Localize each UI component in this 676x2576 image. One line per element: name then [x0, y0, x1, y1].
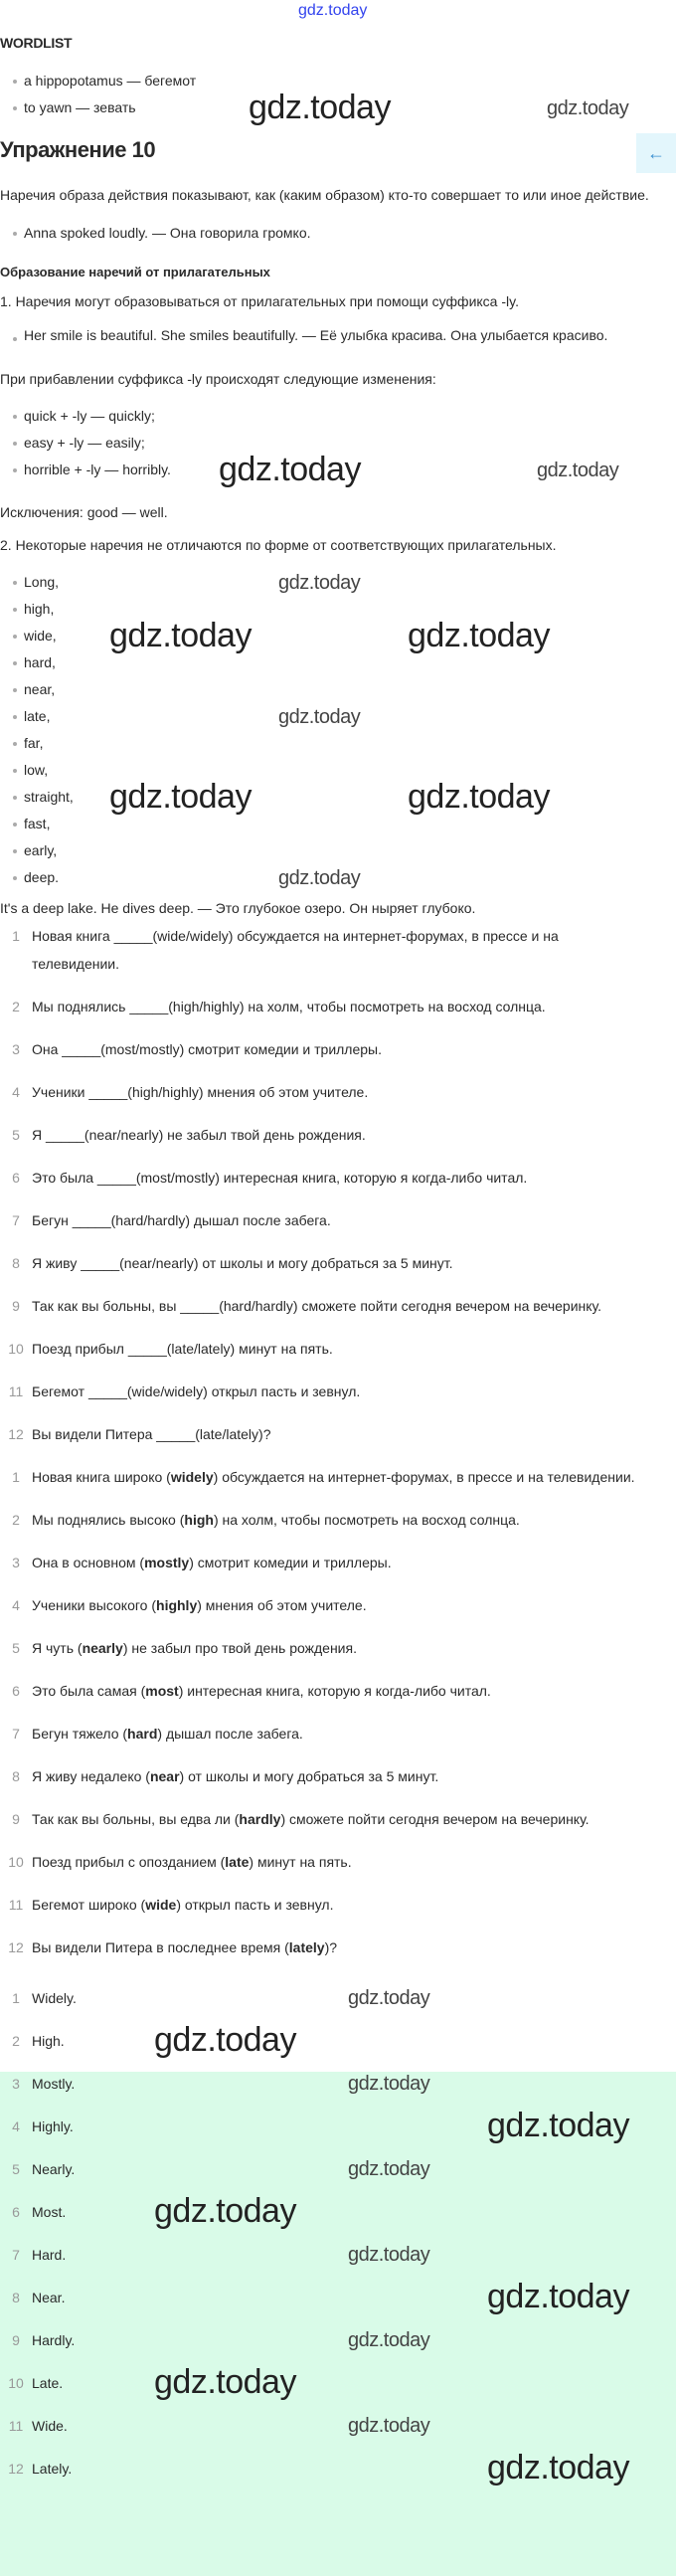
watermark: gdz.today [278, 706, 361, 728]
exercise-row [0, 1121, 656, 1164]
watermark: gdz.today [348, 2329, 430, 2351]
exercise-row [0, 1848, 656, 1891]
item-number: 5 [12, 2161, 20, 2177]
short-answer: Lately. [32, 2461, 73, 2477]
exercise-row [0, 2107, 656, 2155]
item-number: 9 [12, 2332, 20, 2348]
item-number: 11 [8, 2418, 24, 2434]
item-number: 12 [8, 1939, 24, 1955]
answer-pre: Вы видели Питера в последнее время ( [32, 1939, 289, 1955]
list-item: Long, gdz.today [0, 569, 656, 596]
answer-post: ) дышал после забега. [157, 1726, 303, 1742]
exceptions: Исключения: good — well. [0, 504, 168, 520]
exercise-row [0, 1035, 656, 1078]
question-text: Так как вы больны, вы _____(hard/hardly) сможете пойти сегодня вечером на вечеринку. [32, 1298, 602, 1314]
item-number: 7 [12, 1726, 20, 1742]
answer-pre: Бегемот широко ( [32, 1897, 146, 1913]
watermark: gdz.today [487, 2107, 629, 2144]
exercise-row [0, 1984, 656, 2027]
exercise-row [0, 1292, 656, 1335]
answer-word: wide [145, 1897, 177, 1913]
list-item: wide, gdz.today gdz.today [0, 623, 656, 649]
exercise-row [0, 2278, 656, 2326]
list-item: Anna spoked loudly. — Она говорила громко. [0, 220, 656, 247]
exercise-row [0, 922, 656, 993]
answer-pre: Так как вы больны, вы едва ли ( [32, 1811, 240, 1827]
watermark: gdz.today [487, 2449, 629, 2486]
list-item: near, [0, 676, 656, 703]
item-number: 1 [12, 928, 20, 944]
exercise-row [0, 2363, 656, 2412]
question-text: Ученики _____(high/highly) мнения об этом учителе. [32, 1084, 369, 1100]
answer-post: ) от школы и могу добраться за 5 минут. [179, 1768, 439, 1784]
answer-post: ) смотрит комедии и триллеры. [189, 1555, 392, 1570]
question-text: Новая книга _____(wide/widely) обсуждается на интернет-форумах, в прессе и на телевидении. [32, 928, 559, 972]
list-item: late, gdz.today [0, 703, 656, 730]
item-number: 3 [12, 1041, 20, 1057]
exercise-row [0, 2070, 656, 2113]
answer-pre: Я чуть ( [32, 1640, 83, 1656]
exercise-row [0, 1677, 656, 1720]
subheading: Образование наречий от прилагательных [0, 265, 270, 279]
item-number: 3 [12, 2076, 20, 2092]
item-number: 10 [8, 2375, 24, 2391]
answer-word: hard [127, 1726, 158, 1742]
answer-text [32, 1549, 656, 1576]
answer-post: ) минут на пять. [249, 1854, 352, 1870]
answer-pre: Ученики высокого ( [32, 1597, 157, 1613]
watermark: gdz.today [348, 2244, 430, 2266]
exercise-row [0, 2192, 656, 2241]
exercise-row [0, 1720, 656, 1762]
short-answer: Hardly. [32, 2332, 76, 2348]
wordlist [0, 68, 676, 126]
exercise-row [0, 2241, 656, 2284]
answer-post: ) на холм, чтобы посмотреть на восход солнца. [213, 1512, 520, 1528]
item-number: 2 [12, 2033, 20, 2049]
watermark: gdz.today [278, 572, 361, 594]
item-number: 4 [12, 1597, 20, 1613]
answer-text [32, 1506, 656, 1534]
answer-text [32, 1634, 656, 1662]
answer-text [32, 1933, 656, 1961]
exercise-row [0, 1549, 656, 1591]
rule-1: 1. Наречия могут образовываться от прилагательных при помощи суффикса -ly. [0, 293, 519, 309]
answer-text [32, 1805, 656, 1833]
list-item: Her smile is beautiful. She smiles beautifully. — Её улыбка красива. Она улыбается красиво. [0, 325, 656, 346]
item-number: 7 [12, 1212, 20, 1228]
watermark: gdz.today [109, 778, 252, 816]
answer-text [32, 1762, 656, 1790]
exercise-row [0, 1506, 656, 1549]
question-text: Бегун _____(hard/hardly) дышал после забега. [32, 1212, 331, 1228]
item-number: 9 [12, 1298, 20, 1314]
short-answer: High. [32, 2033, 65, 2049]
list-item: horrible + -ly — horribly. gdz.today gdz.today [0, 457, 656, 483]
exercise-row [0, 1933, 656, 1976]
exercise-row [0, 1762, 656, 1805]
questions-list [0, 922, 656, 1463]
item-number: 4 [12, 2118, 20, 2134]
watermark: gdz.today [408, 778, 550, 816]
list-item: a hippopotamus — бегемот [0, 68, 676, 94]
watermark: gdz.today [154, 2363, 296, 2401]
watermark: gdz.today [348, 2415, 430, 2437]
watermark: gdz.today [154, 2192, 296, 2230]
list-item: early, [0, 837, 656, 864]
watermark: gdz.today [219, 451, 361, 488]
watermark: gdz.today [278, 867, 361, 889]
arrow-left-icon: ← [647, 142, 665, 163]
item-number: 2 [12, 1512, 20, 1528]
short-answers-list [0, 1984, 656, 2497]
answer-text [32, 1591, 656, 1619]
short-answer: Mostly. [32, 2076, 76, 2092]
answer-word: highly [156, 1597, 198, 1613]
item-number: 5 [12, 1640, 20, 1656]
short-answer: Highly. [32, 2118, 74, 2134]
watermark: gdz.today [408, 617, 550, 654]
watermark: gdz.today [348, 1987, 430, 2009]
answer-post: )? [324, 1939, 338, 1955]
answer-word: nearly [82, 1640, 123, 1656]
exercise-row [0, 1463, 656, 1506]
item-number: 8 [12, 1768, 20, 1784]
item-number: 4 [12, 1084, 20, 1100]
answer-word: high [184, 1512, 214, 1528]
short-answer: Near. [32, 2290, 66, 2305]
question-text: Мы поднялись _____(high/highly) на холм, чтобы посмотреть на восход солнца. [32, 999, 546, 1014]
watermark: gdz.today [547, 97, 629, 119]
question-text: Поезд прибыл _____(late/lately) минут на пять. [32, 1341, 333, 1357]
answer-pre: Поезд прибыл с опозданием ( [32, 1854, 226, 1870]
item-number: 7 [12, 2247, 20, 2263]
item-number: 12 [8, 1426, 24, 1442]
short-answer: Wide. [32, 2418, 68, 2434]
item-number: 1 [12, 1469, 20, 1485]
exercise-row [0, 1206, 656, 1249]
exercise-row [0, 2449, 656, 2497]
answer-pre: Мы поднялись высоко ( [32, 1512, 185, 1528]
item-number: 5 [12, 1127, 20, 1143]
exercise-row [0, 1078, 656, 1121]
list-item: high, [0, 596, 656, 623]
exercise-row [0, 993, 656, 1035]
exercise-row [0, 1335, 656, 1378]
answer-word: most [145, 1683, 179, 1699]
theory [0, 182, 656, 2497]
exercise-row [0, 1591, 656, 1634]
short-answer: Late. [32, 2375, 64, 2391]
answer-word: lately [288, 1939, 325, 1955]
short-answer: Nearly. [32, 2161, 76, 2177]
wordlist-title: WORDLIST [0, 35, 73, 51]
watermark: gdz.today [109, 617, 252, 654]
answer-post: ) открыл пасть и зевнул. [176, 1897, 334, 1913]
question-text: Я живу _____(near/nearly) от школы и могу добраться за 5 минут. [32, 1255, 453, 1271]
question-text: Вы видели Питера _____(late/lately)? [32, 1426, 271, 1442]
item-number: 6 [12, 1170, 20, 1186]
exercise-row [0, 2155, 656, 2198]
changes-list [0, 403, 656, 488]
item-number: 2 [12, 999, 20, 1014]
exercise-row [0, 1420, 656, 1463]
question-text: Я _____(near/nearly) не забыл твой день рождения. [32, 1127, 366, 1143]
answer-pre: Она в основном ( [32, 1555, 145, 1570]
question-text: Это была _____(most/mostly) интересная книга, которую я когда-либо читал. [32, 1170, 528, 1186]
answer-word: widely [170, 1469, 214, 1485]
short-answer: Hard. [32, 2247, 67, 2263]
answer-post: ) интересная книга, которую я когда-либо читал. [178, 1683, 491, 1699]
answer-post: ) сможете пойти сегодня вечером на вечеринку. [280, 1811, 590, 1827]
rule-2-example: It's a deep lake. He dives deep. — Это глубокое озеро. Он ныряет глубоко. [0, 900, 476, 916]
exercise-row [0, 1634, 656, 1677]
list-item: hard, [0, 649, 656, 676]
item-number: 12 [8, 2461, 24, 2477]
answer-pre: Новая книга широко ( [32, 1469, 171, 1485]
question-text: Она _____(most/mostly) смотрит комедии и триллеры. [32, 1041, 383, 1057]
exercise-row [0, 1891, 656, 1933]
answer-text [32, 1720, 656, 1748]
list-item: fast, [0, 811, 656, 837]
exercise-row [0, 1249, 656, 1292]
item-number: 11 [8, 1897, 24, 1913]
list-item: straight, gdz.today gdz.today [0, 784, 656, 811]
exercise-row [0, 1805, 656, 1848]
answer-text [32, 1848, 656, 1876]
item-number: 3 [12, 1555, 20, 1570]
short-answer: Most. [32, 2204, 67, 2220]
answer-text [32, 1463, 656, 1491]
list-item: low, [0, 757, 656, 784]
watermark: gdz.today [249, 89, 391, 126]
answer-text [32, 1677, 656, 1705]
exercise-row [0, 2412, 656, 2455]
item-number: 9 [12, 1811, 20, 1827]
exercise-row [0, 1164, 656, 1206]
list-item: quick + -ly — quickly; [0, 403, 656, 430]
list-item: deep. gdz.today [0, 864, 656, 891]
same-words-list [0, 569, 656, 891]
list-item: to yawn — зевать gdz.today gdz.today [0, 94, 676, 121]
answer-word: hardly [239, 1811, 281, 1827]
list-item: easy + -ly — easily; [0, 430, 656, 457]
item-number: 1 [12, 1990, 20, 2006]
answer-word: mostly [144, 1555, 190, 1570]
item-number: 10 [8, 1854, 24, 1870]
watermark: gdz.today [537, 460, 619, 481]
answer-word: late [225, 1854, 250, 1870]
exercise-row [0, 2021, 656, 2070]
watermark: gdz.today [487, 2278, 629, 2315]
rule-2: 2. Некоторые наречия не отличаются по форме от соответствующих прилагательных. [0, 537, 557, 553]
watermark: gdz.today [348, 2158, 430, 2180]
page-title: Упражнение 10 [0, 137, 156, 162]
answer-post: ) не забыл про твой день рождения. [122, 1640, 357, 1656]
short-answer: Widely. [32, 1990, 77, 2006]
answer-post: ) обсуждается на интернет-форумах, в прессе и на телевидении. [213, 1469, 635, 1485]
site-logo[interactable]: gdz.today [298, 2, 368, 19]
watermark: gdz.today [348, 2073, 430, 2095]
item-number: 11 [8, 1383, 24, 1399]
item-number: 6 [12, 1683, 20, 1699]
exercise-row [0, 2326, 656, 2369]
answer-post: ) мнения об этом учителе. [197, 1597, 367, 1613]
answer-pre: Это была самая ( [32, 1683, 146, 1699]
item-number: 8 [12, 2290, 20, 2305]
item-number: 10 [8, 1341, 24, 1357]
back-button[interactable] [636, 133, 676, 173]
item-number: 8 [12, 1255, 20, 1271]
list-item: far, [0, 730, 656, 757]
answers-list [0, 1463, 656, 1976]
intro-text: Наречия образа действия показывают, как (каким образом) кто-то совершает то или иное действие. [0, 187, 649, 203]
answer-word: near [149, 1768, 180, 1784]
item-number: 6 [12, 2204, 20, 2220]
answer-text [32, 1891, 656, 1919]
watermark: gdz.today [154, 2021, 296, 2059]
answer-pre: Бегун тяжело ( [32, 1726, 128, 1742]
answer-pre: Я живу недалеко ( [32, 1768, 150, 1784]
changes-intro: При прибавлении суффикса -ly происходят следующие изменения: [0, 371, 436, 387]
exercise-row [0, 1378, 656, 1420]
question-text: Бегемот _____(wide/widely) открыл пасть и зевнул. [32, 1383, 361, 1399]
